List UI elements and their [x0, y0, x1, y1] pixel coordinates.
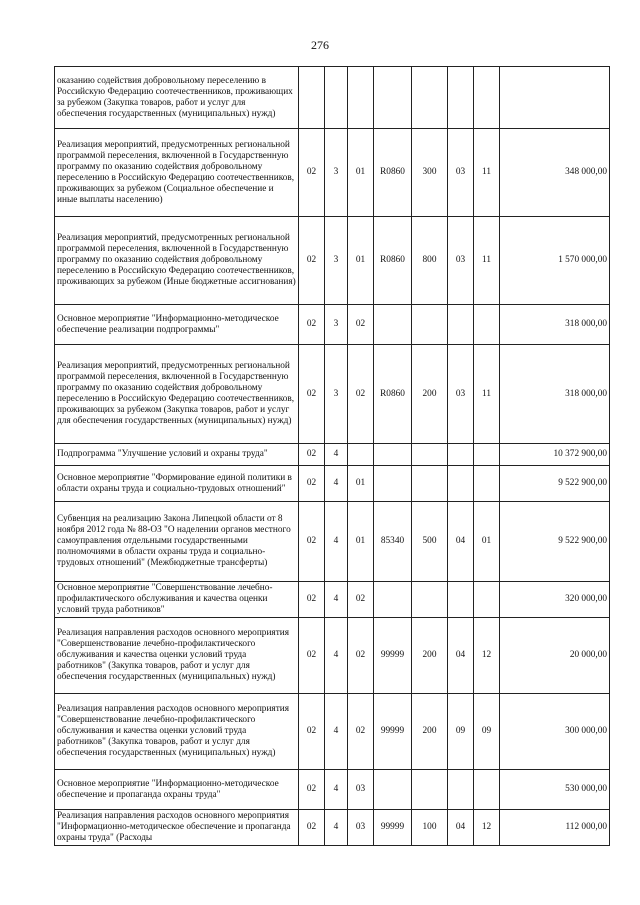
amount — [500, 67, 610, 129]
amount: 530 000,00 — [500, 770, 610, 810]
measure-code: 01 — [348, 217, 374, 305]
expense-type-code: 500 — [412, 502, 448, 582]
subsection-code: 01 — [474, 502, 500, 582]
subsection-code — [474, 305, 500, 345]
expense-type-code: 300 — [412, 129, 448, 217]
row-name: Реализация мероприятий, предусмотренных региональной программой переселения, включенной в Государственную программу по оказанию содействия добровольному переселению в Российскую Федерацию соотечественников, проживающих за рубежом (Иные бюджетные ассигнования) — [55, 217, 299, 305]
measure-code: 01 — [348, 466, 374, 502]
table-row — [55, 466, 610, 502]
table-row — [55, 810, 610, 846]
program-code: 02 — [299, 305, 325, 345]
measure-code: 02 — [348, 345, 374, 444]
expense-type-code — [412, 582, 448, 618]
subsection-code — [474, 466, 500, 502]
amount: 10 372 900,00 — [500, 444, 610, 466]
page-number: 276 — [311, 38, 329, 52]
expense-type-code: 200 — [412, 694, 448, 770]
amount: 300 000,00 — [500, 694, 610, 770]
expense-type-code: 100 — [412, 810, 448, 846]
expense-type-code — [412, 67, 448, 129]
program-code: 02 — [299, 694, 325, 770]
subsection-code — [474, 67, 500, 129]
subsection-code: 11 — [474, 129, 500, 217]
expense-direction-code: 99999 — [374, 694, 412, 770]
program-code: 02 — [299, 810, 325, 846]
row-name: Реализация направления расходов основного мероприятия "Совершенствование лечебно-профилактического обслуживания и качества оценки условий труда работников" (Закупка товаров, работ и услуг для обеспечения государственных (муниципальных) нужд) — [55, 618, 299, 694]
table-row — [55, 694, 610, 770]
expense-direction-code — [374, 67, 412, 129]
subprogram-code: 4 — [325, 770, 348, 810]
row-name: Основное мероприятие "Информационно-методическое обеспечение и пропаганда охраны труда" — [55, 770, 299, 810]
table-row — [55, 217, 610, 305]
program-code: 02 — [299, 345, 325, 444]
row-name: Субвенция на реализацию Закона Липецкой области от 8 ноября 2012 года № 88-ОЗ "О наделении органов местного самоуправления отдельными государственными полномочиями в области охраны труда и социально-трудовых отношений" (Межбюджетные трансферты) — [55, 502, 299, 582]
subprogram-code — [325, 67, 348, 129]
subprogram-code: 4 — [325, 582, 348, 618]
subsection-code — [474, 582, 500, 618]
measure-code: 01 — [348, 129, 374, 217]
section-code — [448, 582, 474, 618]
section-code — [448, 67, 474, 129]
subsection-code — [474, 444, 500, 466]
section-code: 03 — [448, 345, 474, 444]
expense-direction-code: R0860 — [374, 129, 412, 217]
table-row — [55, 582, 610, 618]
subprogram-code: 4 — [325, 810, 348, 846]
budget-table — [54, 66, 610, 846]
measure-code: 03 — [348, 810, 374, 846]
row-name: Реализация мероприятий, предусмотренных региональной программой переселения, включенной в Государственную программу по оказанию содействия добровольному переселению в Российскую Федерацию соотечественников, проживающих за рубежом (Закупка товаров, работ и услуг для обеспечения государственных (муниципальных) нужд) — [55, 345, 299, 444]
subprogram-code: 4 — [325, 444, 348, 466]
measure-code — [348, 444, 374, 466]
subprogram-code: 4 — [325, 694, 348, 770]
section-code — [448, 770, 474, 810]
amount: 318 000,00 — [500, 305, 610, 345]
row-name: Реализация направления расходов основного мероприятия "Совершенствование лечебно-профилактического обслуживания и качества оценки условий труда работников" (Закупка товаров, работ и услуг для обеспечения государственных (муниципальных) нужд) — [55, 694, 299, 770]
subprogram-code: 3 — [325, 305, 348, 345]
measure-code: 02 — [348, 694, 374, 770]
expense-direction-code — [374, 305, 412, 345]
section-code: 04 — [448, 618, 474, 694]
expense-type-code — [412, 305, 448, 345]
expense-direction-code — [374, 582, 412, 618]
row-name: Основное мероприятие "Формирование единой политики в области охраны труда и социально-трудовых отношений" — [55, 466, 299, 502]
subprogram-code: 4 — [325, 502, 348, 582]
amount: 348 000,00 — [500, 129, 610, 217]
subsection-code: 09 — [474, 694, 500, 770]
row-name: Реализация направления расходов основного мероприятия "Информационно-методическое обеспечение и пропаганда охраны труда" (Расходы — [55, 810, 299, 846]
amount: 112 000,00 — [500, 810, 610, 846]
expense-direction-code: 99999 — [374, 810, 412, 846]
expense-direction-code: R0860 — [374, 217, 412, 305]
table-row — [55, 129, 610, 217]
measure-code: 01 — [348, 502, 374, 582]
measure-code — [348, 67, 374, 129]
table-row — [55, 502, 610, 582]
expense-type-code: 800 — [412, 217, 448, 305]
program-code: 02 — [299, 129, 325, 217]
row-name: Основное мероприятие "Совершенствование лечебно-профилактического обслуживания и качества оценки условий труда работников" — [55, 582, 299, 618]
section-code: 03 — [448, 129, 474, 217]
table-row — [55, 444, 610, 466]
expense-direction-code: R0860 — [374, 345, 412, 444]
expense-type-code — [412, 770, 448, 810]
expense-type-code — [412, 444, 448, 466]
row-name: Основное мероприятие "Информационно-методическое обеспечение реализации подпрограммы" — [55, 305, 299, 345]
expense-type-code: 200 — [412, 618, 448, 694]
amount: 20 000,00 — [500, 618, 610, 694]
amount: 9 522 900,00 — [500, 502, 610, 582]
table-row — [55, 618, 610, 694]
subsection-code — [474, 770, 500, 810]
program-code: 02 — [299, 502, 325, 582]
amount: 9 522 900,00 — [500, 466, 610, 502]
expense-direction-code: 85340 — [374, 502, 412, 582]
measure-code: 02 — [348, 305, 374, 345]
section-code — [448, 305, 474, 345]
subsection-code: 11 — [474, 345, 500, 444]
subprogram-code: 4 — [325, 466, 348, 502]
table-row — [55, 67, 610, 129]
subsection-code: 12 — [474, 810, 500, 846]
program-code: 02 — [299, 770, 325, 810]
table-row — [55, 770, 610, 810]
program-code: 02 — [299, 217, 325, 305]
section-code — [448, 466, 474, 502]
table-row — [55, 345, 610, 444]
expense-type-code — [412, 466, 448, 502]
expense-direction-code: 99999 — [374, 618, 412, 694]
amount: 318 000,00 — [500, 345, 610, 444]
subprogram-code: 3 — [325, 129, 348, 217]
expense-direction-code — [374, 466, 412, 502]
program-code: 02 — [299, 582, 325, 618]
subprogram-code: 4 — [325, 618, 348, 694]
subsection-code: 12 — [474, 618, 500, 694]
row-name: Подпрограмма "Улучшение условий и охраны труда" — [55, 444, 299, 466]
expense-direction-code — [374, 444, 412, 466]
section-code: 03 — [448, 217, 474, 305]
subsection-code: 11 — [474, 217, 500, 305]
expense-direction-code — [374, 770, 412, 810]
subprogram-code: 3 — [325, 217, 348, 305]
amount: 1 570 000,00 — [500, 217, 610, 305]
table-row — [55, 305, 610, 345]
expense-type-code: 200 — [412, 345, 448, 444]
program-code: 02 — [299, 466, 325, 502]
measure-code: 03 — [348, 770, 374, 810]
row-name: оказанию содействия добровольному переселению в Российскую Федерацию соотечественников, проживающих за рубежом (Закупка товаров, работ и услуг для обеспечения государственных (муниципальных) нужд) — [55, 67, 299, 129]
section-code: 09 — [448, 694, 474, 770]
program-code: 02 — [299, 618, 325, 694]
program-code: 02 — [299, 444, 325, 466]
row-name: Реализация мероприятий, предусмотренных региональной программой переселения, включенной в Государственную программу по оказанию содействия добровольному переселению в Российскую Федерацию соотечественников, проживающих за рубежом (Социальное обеспечение и иные выплаты населению) — [55, 129, 299, 217]
subprogram-code: 3 — [325, 345, 348, 444]
program-code — [299, 67, 325, 129]
section-code: 04 — [448, 502, 474, 582]
measure-code: 02 — [348, 582, 374, 618]
section-code — [448, 444, 474, 466]
amount: 320 000,00 — [500, 582, 610, 618]
measure-code: 02 — [348, 618, 374, 694]
section-code: 04 — [448, 810, 474, 846]
